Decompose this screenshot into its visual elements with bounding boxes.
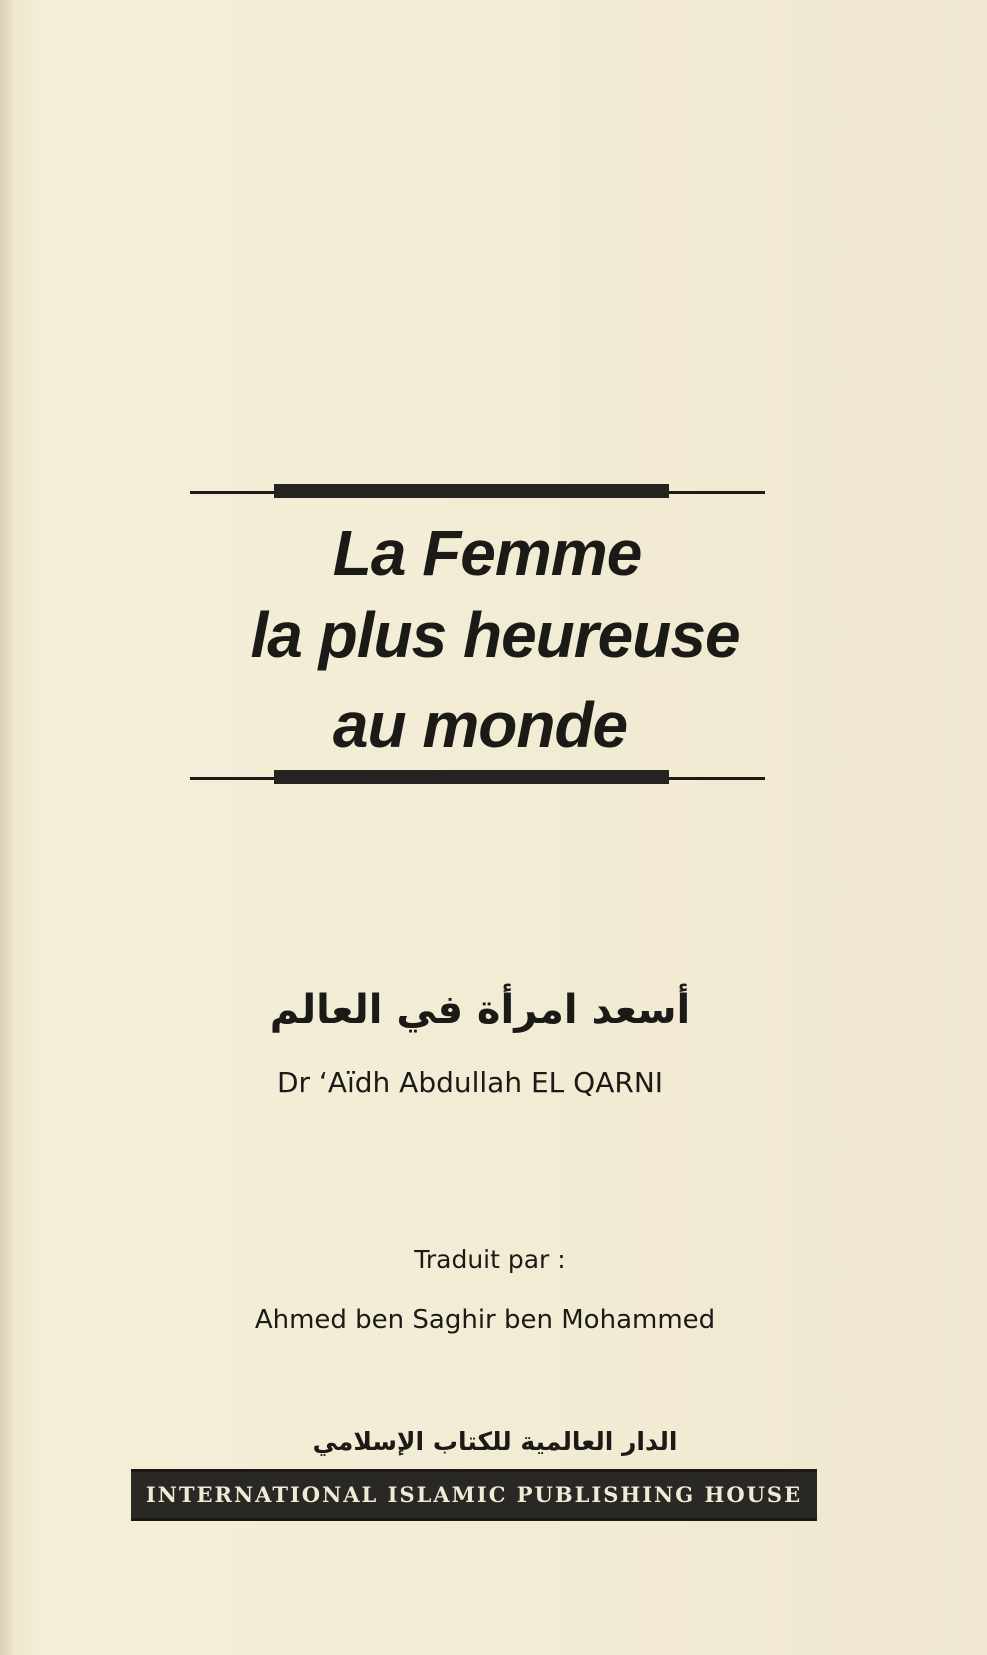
translator-name: Ahmed ben Saghir ben Mohammed — [254, 1305, 716, 1335]
publisher-arabic-name: الدار العالمية للكتاب الإسلامي — [312, 1427, 678, 1456]
book-title-line-1: La Femme — [332, 517, 642, 589]
page-edge-shadow — [0, 0, 14, 1655]
book-title-line-3: au monde — [332, 689, 628, 761]
arabic-book-title: أسعد امرأة في العالم — [269, 987, 691, 1033]
publisher-english-name: INTERNATIONAL ISLAMIC PUBLISHING HOUSE — [145, 1482, 803, 1507]
translated-by-label: Traduit par : — [414, 1245, 566, 1274]
top-rule-thick-bar — [274, 484, 669, 498]
title-bottom-rule — [190, 766, 765, 790]
book-title-line-2: la plus heureuse — [250, 599, 740, 671]
publisher-banner — [131, 1469, 817, 1521]
author-name: Dr ‘Aïdh Abdullah EL QARNI — [276, 1066, 664, 1099]
bottom-rule-thick-bar — [274, 770, 669, 784]
title-top-rule — [190, 480, 765, 504]
